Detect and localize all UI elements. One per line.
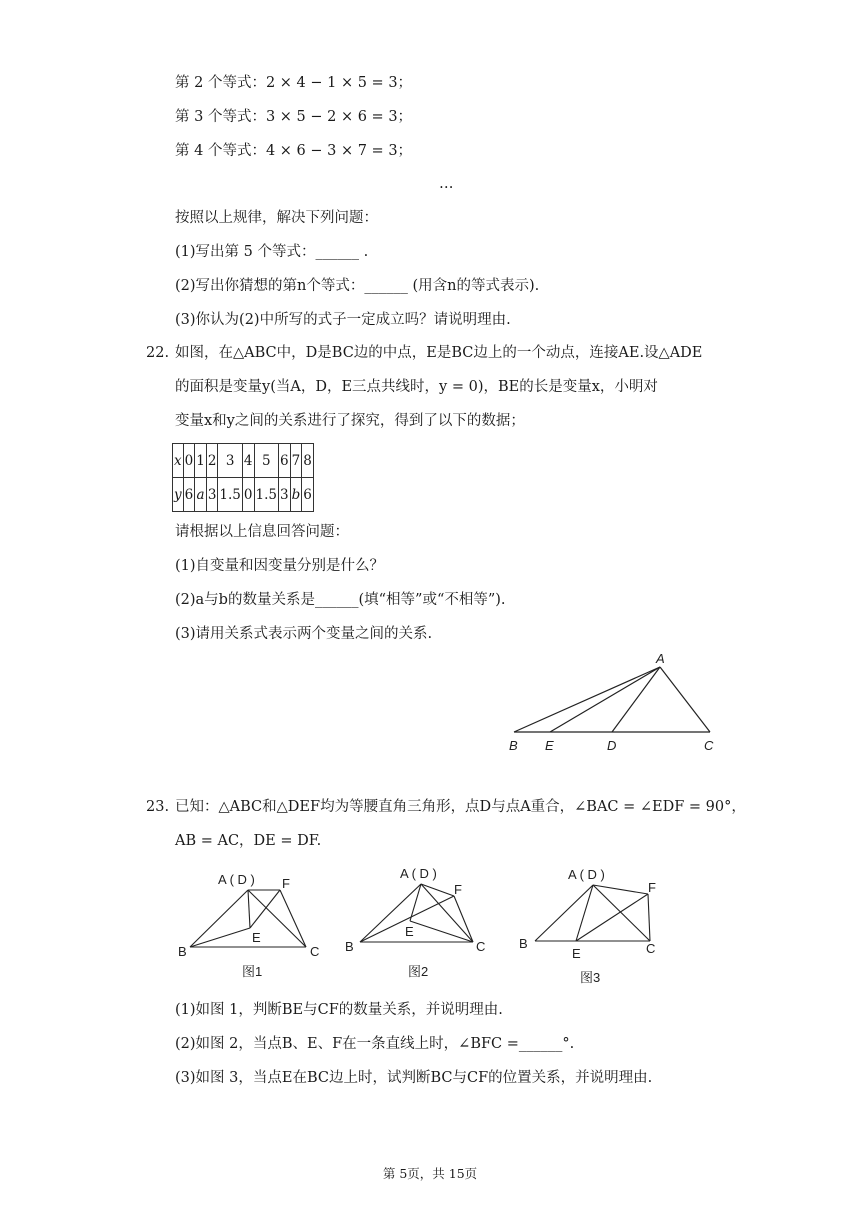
q23-part-1: (1)如图 1，判断BE与CF的数量关系，并说明理由.: [175, 1002, 503, 1018]
fig1-label-c: C: [310, 944, 320, 959]
fig3-label-e: E: [572, 946, 581, 961]
segment-ac: [660, 667, 710, 732]
table-cell: 1: [195, 444, 207, 478]
figure-2: [338, 856, 498, 986]
q23-line-1: 已知：△ABC和△DEF均为等腰直角三角形，点D与点A重合，∠BAC = ∠EDF = 90°，: [175, 799, 746, 815]
fig3-label-f: F: [648, 880, 656, 895]
table-cell: 1.5: [218, 478, 242, 512]
q22-line-2: 的面积是变量y(当A，D，E三点共线时，y = 0)，BE的长是变量x，小明对: [175, 379, 658, 395]
table-cell: 3: [218, 444, 242, 478]
page-footer: 第 5页，共 15页: [382, 1166, 478, 1181]
fig3-label-ad: A ( D ): [568, 867, 605, 882]
fig2-label-b: B: [345, 939, 354, 954]
q23-part-3: (3)如图 3，当点E在BC边上时，试判断BC与CF的位置关系，并说明理由.: [175, 1070, 653, 1086]
table-cell: b: [290, 478, 302, 512]
table-cell-x-label: x: [173, 444, 184, 478]
q22-part-2: (2)a与b的数量关系是______(填“相等”或“不相等”).: [175, 592, 506, 608]
label-b: B: [509, 738, 518, 753]
fig1-label-f: F: [282, 876, 290, 891]
table-cell: 8: [302, 444, 314, 478]
equation-line-3: 第 3 个等式：3 × 5 − 2 × 6 = 3；: [175, 109, 413, 125]
ellipsis: …: [439, 176, 454, 192]
table-cell: a: [195, 478, 207, 512]
equation-line-2: 第 2 个等式：2 × 4 − 1 × 5 = 3；: [175, 75, 413, 91]
table-cell: 2: [206, 444, 218, 478]
table-cell: 0: [242, 478, 254, 512]
table-cell: 1.5: [254, 478, 278, 512]
triangle-abc-figure: [500, 645, 730, 760]
q21-part-3: (3)你认为(2)中所写的式子一定成立吗？请说明理由.: [175, 312, 511, 328]
equation-line-4: 第 4 个等式：4 × 6 − 3 × 7 = 3；: [175, 143, 413, 159]
q23-part-2: (2)如图 2，当点B、E、F在一条直线上时，∠BFC =______°.: [175, 1036, 575, 1052]
table-cell: 5: [254, 444, 278, 478]
table-cell: 7: [290, 444, 302, 478]
table-cell: 3: [278, 478, 290, 512]
table-cell: 3: [206, 478, 218, 512]
q21-part-2: (2)写出你猜想的第n个等式：______ (用含n的等式表示).: [175, 278, 540, 294]
fig3-label-b: B: [519, 936, 528, 951]
figure-1: [170, 862, 330, 987]
table-row-y: [173, 478, 314, 512]
fig2-label-c: C: [476, 939, 486, 954]
table-cell: 4: [242, 444, 254, 478]
fig2-label-ad: A ( D ): [400, 866, 437, 881]
q22-line-3: 变量x和y之间的关系进行了探究，得到了以下的数据；: [175, 413, 525, 429]
label-d: D: [607, 738, 617, 753]
q22-part-1: (1)自变量和因变量分别是什么？: [175, 558, 385, 574]
fig3-caption: 图3: [580, 970, 601, 985]
q23-number: 23.: [146, 799, 170, 815]
q21-part-1: (1)写出第 5 个等式：______ .: [175, 244, 369, 260]
fig3-label-c: C: [646, 941, 656, 956]
fig1-caption: 图1: [242, 964, 263, 979]
label-e: E: [545, 738, 554, 753]
label-a: A: [656, 651, 665, 666]
table-cell: 6: [302, 478, 314, 512]
fig1-label-ad: A ( D ): [218, 872, 255, 887]
table-cell: 0: [183, 444, 195, 478]
fig2-label-e: E: [405, 924, 414, 939]
label-c: C: [704, 738, 714, 753]
segment-ad: [612, 667, 660, 732]
q22-line-1: 如图，在△ABC中，D是BC边的中点，E是BC边上的一个动点，连接AE.设△ADE: [175, 345, 703, 361]
table-cell: 6: [183, 478, 195, 512]
q22-number: 22.: [146, 345, 170, 361]
q21-intro: 按照以上规律，解决下列问题：: [175, 210, 378, 226]
table-row-x: [173, 444, 314, 478]
q23-line-2: AB = AC，DE = DF.: [175, 833, 322, 849]
q22-prompt: 请根据以上信息回答问题：: [175, 524, 349, 540]
fig1-label-e: E: [252, 930, 261, 945]
q22-part-3: (3)请用关系式表示两个变量之间的关系.: [175, 626, 433, 642]
table-cell-y-label: y: [173, 478, 184, 512]
figure-3: [510, 860, 680, 990]
fig2-label-f: F: [454, 882, 462, 897]
segment-ab: [514, 667, 660, 732]
fig1-label-b: B: [178, 944, 187, 959]
table-cell: 6: [278, 444, 290, 478]
segment-ae: [550, 667, 660, 732]
xy-data-table: [172, 443, 314, 512]
fig2-caption: 图2: [408, 964, 429, 979]
